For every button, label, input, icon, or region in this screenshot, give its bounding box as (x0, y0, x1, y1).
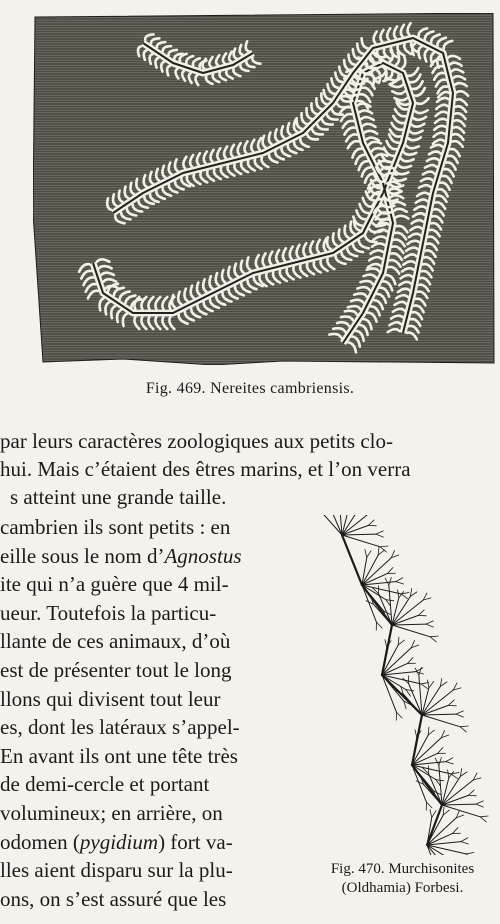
figure-470-caption-line-1: Fig. 470. Murchisonites (330, 861, 475, 877)
column-line: cambrien ils sont petits : en (0, 515, 231, 539)
column-line: volumineux; en arrière, on (0, 800, 223, 825)
figure-469-engraving (33, 13, 496, 365)
column-line: de demi-cercle et portant (0, 772, 210, 797)
column-line: llante de ces animaux, d’où (0, 629, 231, 654)
figure-470-engraving (322, 515, 498, 855)
text-line-2: hui. Mais c’étaient des êtres marins, et l’on verra (0, 457, 411, 481)
text-line-3: s atteint une grande taille. (10, 485, 227, 509)
figure-470-caption-line-2: (Oldhamia) Forbesi. (341, 880, 464, 896)
figure-470-caption (305, 860, 500, 898)
figure-469-caption: Fig. 469. Nereites cambriensis. (145, 380, 355, 397)
column-line: ueur. Toutefois la particu- (0, 600, 217, 625)
column-line: es, dont les latéraux s’appel- (0, 715, 240, 740)
column-line: En avant ils ont une tête très (0, 743, 238, 768)
text-line-1: par leurs caractères zoologiques aux petits clo- (0, 429, 394, 453)
column-line: eille sous le nom d’Agnostus (0, 543, 242, 568)
column-line: llons qui divisent tout leur (0, 686, 221, 711)
column-line: ite qui n’a guère que 4 mil- (0, 572, 229, 597)
column-line: lles aient disparu sur la plu- (0, 858, 233, 883)
column-line: odomen (pygidium) fort va- (0, 829, 233, 854)
column-line: est de présenter tout le long (0, 657, 232, 682)
column-line: ons, on s’est assuré que les (0, 886, 227, 911)
text-column (0, 513, 298, 913)
